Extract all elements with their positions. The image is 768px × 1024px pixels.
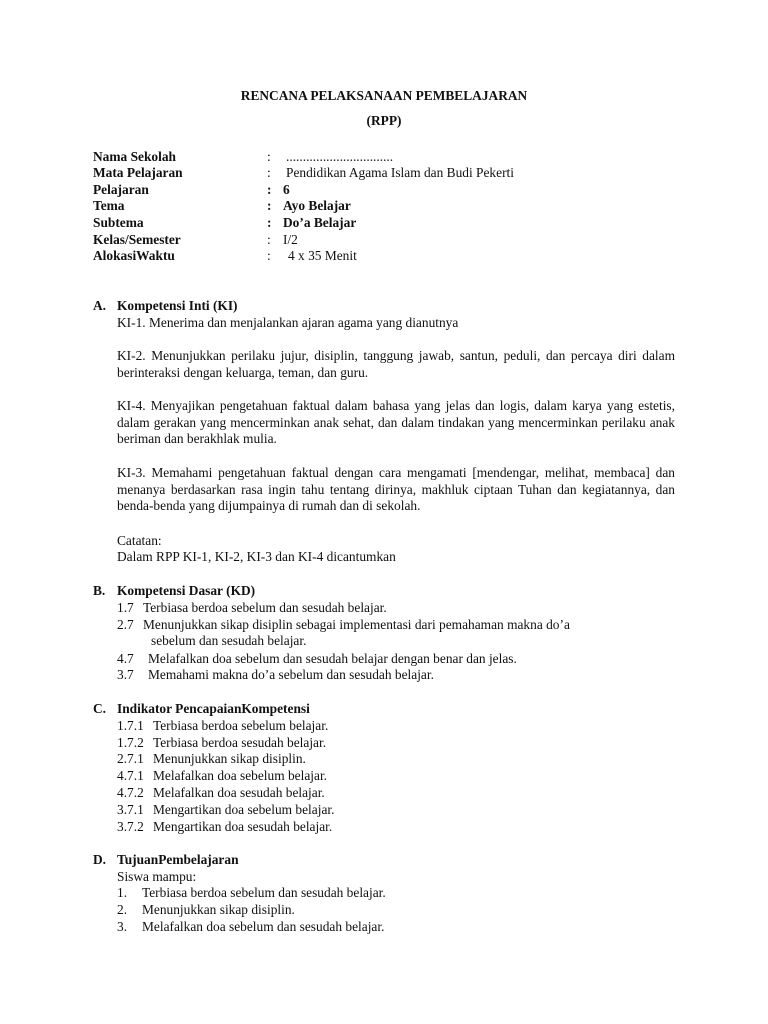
info-label: Subtema <box>93 215 144 230</box>
kd-number: 4.7 <box>117 651 134 666</box>
info-colon: : <box>267 198 272 213</box>
info-colon: : <box>267 149 271 164</box>
info-value: Do’a Belajar <box>283 215 357 230</box>
indicator-number: 3.7.2 <box>117 819 144 834</box>
indicator-text: Menunjukkan sikap disiplin. <box>153 751 306 766</box>
section-title: Kompetensi Inti (KI) <box>117 298 238 313</box>
info-label: AlokasiWaktu <box>93 248 175 263</box>
section-letter: B. <box>93 583 106 598</box>
info-label: Nama Sekolah <box>93 149 176 164</box>
ki-1-text: KI-1. Menerima dan menjalankan ajaran agama yang dianutnya <box>117 315 459 330</box>
objective-number: 1. <box>117 885 128 900</box>
indicator-item <box>117 734 326 751</box>
info-value: Ayo Belajar <box>283 198 351 213</box>
document-title: RENCANA PELAKSANAAN PEMBELAJARAN <box>240 88 528 103</box>
kd-item <box>117 650 517 667</box>
info-value: 4 x 35 Menit <box>288 248 357 263</box>
objective-item <box>117 901 295 918</box>
indicator-item <box>117 767 327 784</box>
indicator-item <box>117 717 328 734</box>
indicator-item <box>117 750 306 767</box>
objective-number: 2. <box>117 902 128 917</box>
note-text: Dalam RPP KI-1, KI-2, KI-3 dan KI-4 dicantumkan <box>117 549 396 564</box>
indicator-number: 4.7.1 <box>117 768 144 783</box>
info-colon: : <box>267 215 272 230</box>
ki-4-text: KI-4. Menyajikan pengetahuan faktual dalam bahasa yang jelas dan logis, dalam karya yang estetis, dalam gerakan yang mencerminkan anak sehat, dan dalam tindakan yang mencerminkan perilaku anak beriman dan berakhlak mulia. <box>117 398 675 447</box>
indicator-item <box>117 818 332 835</box>
section-letter: C. <box>93 701 107 716</box>
info-label: Tema <box>93 198 125 213</box>
info-label: Kelas/Semester <box>93 232 181 247</box>
kd-text: Menunjukkan sikap disiplin sebagai implementasi dari pemahaman makna do’a <box>143 617 570 632</box>
info-colon: : <box>267 232 271 247</box>
indicator-text: Mengartikan doa sesudah belajar. <box>153 819 333 834</box>
note-label: Catatan: <box>117 533 162 548</box>
indicator-number: 2.7.1 <box>117 751 144 766</box>
info-colon: : <box>267 182 272 197</box>
kd-item <box>117 616 570 633</box>
indicator-text: Mengartikan doa sebelum belajar. <box>153 802 335 817</box>
section-b-heading <box>93 582 255 599</box>
section-letter: A. <box>93 298 107 313</box>
ki-2-text: KI-2. Menunjukkan perilaku jujur, disiplin, tanggung jawab, santun, peduli, dan percaya diri dalam berinteraksi dengan keluarga, teman, dan guru. <box>117 348 675 380</box>
kd-text: Memahami makna do’a sebelum dan sesudah belajar. <box>148 667 434 682</box>
section-title: Indikator PencapaianKompetensi <box>117 701 310 716</box>
kd-number: 2.7 <box>117 617 134 632</box>
ki-3-text: KI-3. Memahami pengetahuan faktual dengan cara mengamati [mendengar, melihat, membaca] dan menanya berdasarkan rasa ingin tahu tentang dirinya, makhluk ciptaan Tuhan dan kegiatannya, dan benda-benda yang dijumpainya di rumah dan di sekolah. <box>117 465 675 514</box>
kd-number: 3.7 <box>117 667 134 682</box>
info-value: ................................ <box>286 149 394 164</box>
kd-item-continuation <box>151 632 306 649</box>
section-title: TujuanPembelajaran <box>117 852 239 867</box>
objective-text: Terbiasa berdoa sebelum dan sesudah belajar. <box>142 885 386 900</box>
indicator-text: Melafalkan doa sebelum belajar. <box>153 768 328 783</box>
indicator-text: Melafalkan doa sesudah belajar. <box>153 785 325 800</box>
objective-item <box>117 884 386 901</box>
document-subtitle: (RPP) <box>366 113 402 128</box>
indicator-text: Terbiasa berdoa sebelum belajar. <box>153 718 329 733</box>
indicator-number: 4.7.2 <box>117 785 144 800</box>
kd-item <box>117 599 387 616</box>
indicator-item <box>117 801 334 818</box>
info-label: Mata Pelajaran <box>93 165 183 180</box>
objective-item <box>117 918 384 935</box>
objective-intro: Siswa mampu: <box>117 869 197 884</box>
section-title: Kompetensi Dasar (KD) <box>117 583 256 598</box>
info-value: 6 <box>283 182 290 197</box>
indicator-item <box>117 784 325 801</box>
kd-text: Terbiasa berdoa sebelum dan sesudah belajar. <box>143 600 387 615</box>
info-colon: : <box>267 165 271 180</box>
section-letter: D. <box>93 852 107 867</box>
kd-item <box>117 666 434 683</box>
objective-number: 3. <box>117 919 128 934</box>
objective-text: Menunjukkan sikap disiplin. <box>142 902 295 917</box>
indicator-text: Terbiasa berdoa sesudah belajar. <box>153 735 327 750</box>
indicator-number: 1.7.2 <box>117 735 144 750</box>
indicator-number: 3.7.1 <box>117 802 144 817</box>
section-c-heading <box>93 700 310 717</box>
kd-number: 1.7 <box>117 600 134 615</box>
info-label: Pelajaran <box>93 182 149 197</box>
info-colon: : <box>267 248 271 263</box>
section-a-heading <box>93 297 238 314</box>
section-d-heading <box>93 851 239 868</box>
indicator-number: 1.7.1 <box>117 718 144 733</box>
objective-text: Melafalkan doa sebelum dan sesudah belajar. <box>142 919 385 934</box>
info-value: I/2 <box>283 232 298 247</box>
kd-text: sebelum dan sesudah belajar. <box>151 633 307 648</box>
info-value: Pendidikan Agama Islam dan Budi Pekerti <box>286 165 514 180</box>
kd-text: Melafalkan doa sebelum dan sesudah belajar dengan benar dan jelas. <box>148 651 517 666</box>
